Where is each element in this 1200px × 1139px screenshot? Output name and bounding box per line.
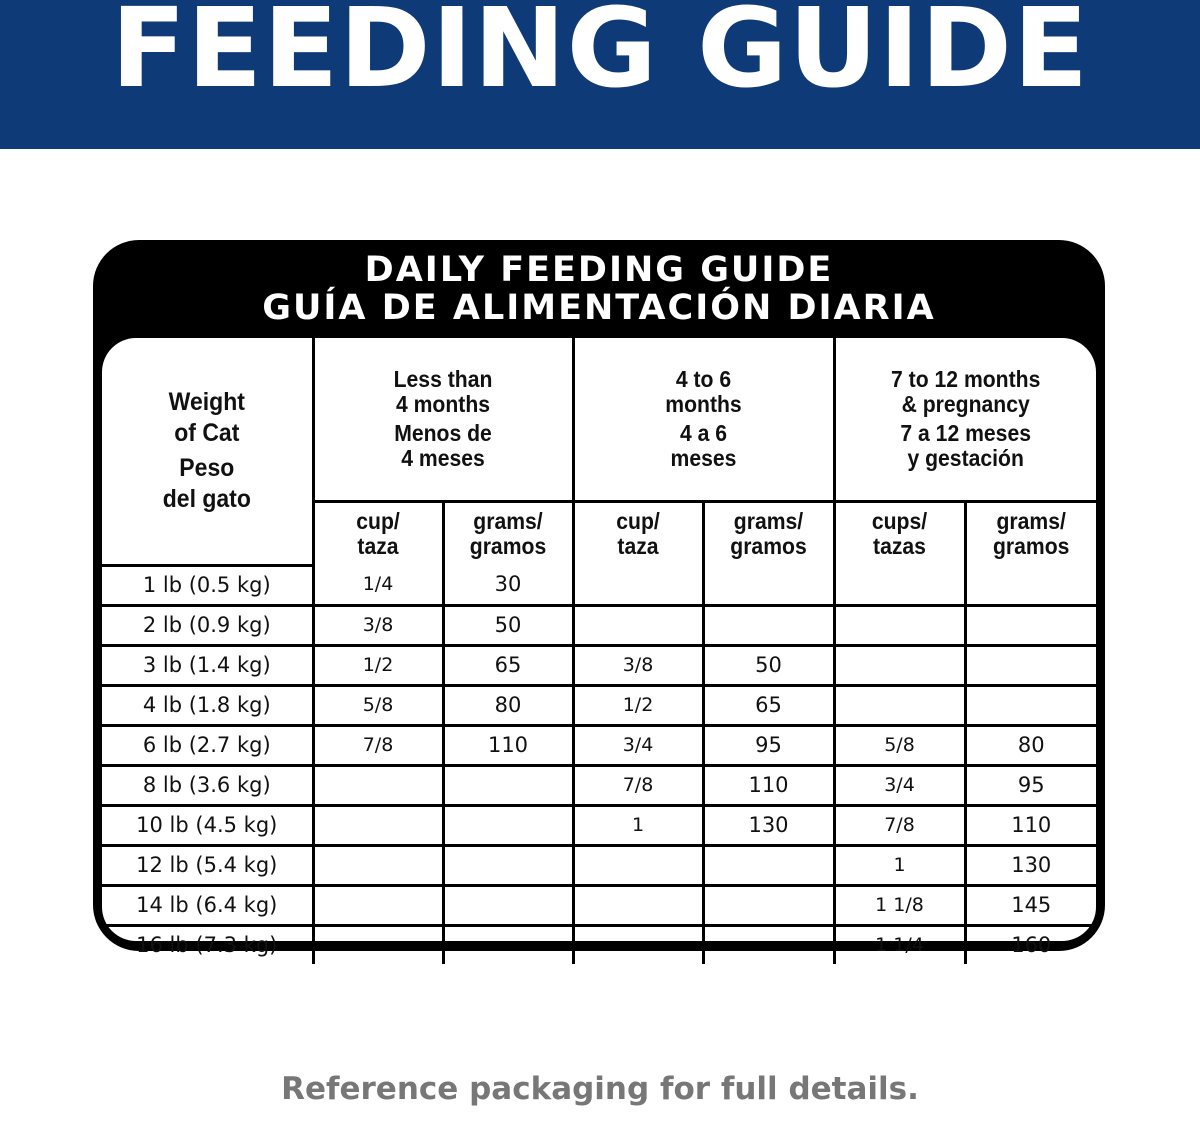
unit-column-header xyxy=(448,501,568,565)
age-group-line: 7 to 12 months xyxy=(891,365,1041,392)
cup-amount-cell: 3/4 xyxy=(573,725,703,765)
card-title-english: DAILY FEEDING GUIDE xyxy=(364,250,834,290)
grams-amount-cell xyxy=(703,565,834,605)
unit-header-line: gramos xyxy=(730,532,807,559)
cup-amount-cell: 1 xyxy=(573,805,703,845)
grams-amount-cell: 50 xyxy=(443,605,573,645)
grams-amount-cell: 30 xyxy=(443,565,573,605)
grams-amount-cell xyxy=(703,925,834,964)
weight-cell: 8 lb (3.6 kg) xyxy=(102,765,313,805)
table-row xyxy=(102,845,1096,885)
table-row xyxy=(102,805,1096,845)
age-group-line: 4 meses xyxy=(401,444,485,471)
cup-amount-cell: 1 1/8 xyxy=(834,885,965,925)
age-group-header xyxy=(844,338,1085,501)
grams-amount-cell xyxy=(443,805,573,845)
weight-cell: 1 lb (0.5 kg) xyxy=(102,565,313,605)
grams-amount-cell: 80 xyxy=(443,685,573,725)
unit-column-header xyxy=(708,501,829,565)
unit-column-header xyxy=(839,501,960,565)
cup-amount-cell xyxy=(313,925,443,964)
grams-amount-cell: 110 xyxy=(703,765,834,805)
cup-amount-cell: 1 1/4 xyxy=(834,925,965,964)
age-group-line: months xyxy=(665,390,742,417)
cup-amount-cell xyxy=(313,765,443,805)
cup-amount-cell: 5/8 xyxy=(834,725,965,765)
cup-amount-cell xyxy=(573,565,703,605)
cup-amount-cell xyxy=(313,885,443,925)
weight-cell: 6 lb (2.7 kg) xyxy=(102,725,313,765)
grams-amount-cell xyxy=(443,925,573,964)
table-row xyxy=(102,685,1096,725)
age-group-line: Menos de xyxy=(394,419,492,446)
unit-header-line: grams/ xyxy=(733,507,804,534)
weight-column-header xyxy=(110,338,304,565)
unit-header-line: cup/ xyxy=(356,507,400,534)
grams-amount-cell: 110 xyxy=(443,725,573,765)
cup-amount-cell: 7/8 xyxy=(313,725,443,765)
grams-amount-cell xyxy=(443,885,573,925)
table-row xyxy=(102,925,1096,964)
cup-amount-cell xyxy=(573,845,703,885)
cup-amount-cell xyxy=(834,605,965,645)
grams-amount-cell: 130 xyxy=(703,805,834,845)
unit-header-line: taza xyxy=(617,532,659,559)
table-row xyxy=(102,645,1096,685)
age-group-line: y gestación xyxy=(907,444,1024,471)
grams-amount-cell xyxy=(703,845,834,885)
grams-amount-cell: 110 xyxy=(965,805,1096,845)
age-group-header xyxy=(583,338,823,501)
grams-amount-cell xyxy=(443,765,573,805)
cup-amount-cell: 3/8 xyxy=(313,605,443,645)
table-row xyxy=(102,605,1096,645)
age-group-line: 4 to 6 xyxy=(675,365,732,392)
age-group-line: 4 a 6 xyxy=(679,419,728,446)
cup-amount-cell xyxy=(573,885,703,925)
cup-amount-cell: 3/8 xyxy=(573,645,703,685)
cup-amount-cell xyxy=(313,805,443,845)
weight-cell: 3 lb (1.4 kg) xyxy=(102,645,313,685)
unit-column-header xyxy=(318,501,438,565)
age-group-line: 4 months xyxy=(395,390,491,417)
grams-amount-cell: 80 xyxy=(965,725,1096,765)
weight-header-line: of Cat xyxy=(174,418,240,447)
banner-title: FEEDING GUIDE xyxy=(110,0,1090,112)
card-title-spanish: GUÍA DE ALIMENTACIÓN DIARIA xyxy=(262,288,936,328)
weight-cell: 14 lb (6.4 kg) xyxy=(102,885,313,925)
unit-header-line: grams/ xyxy=(996,507,1066,534)
banner xyxy=(0,0,1200,149)
cup-amount-cell: 1 xyxy=(834,845,965,885)
grams-amount-cell xyxy=(443,845,573,885)
cup-amount-cell: 7/8 xyxy=(573,765,703,805)
grams-amount-cell: 95 xyxy=(965,765,1096,805)
age-group-line: Less than xyxy=(393,365,493,392)
age-group-header xyxy=(323,338,562,501)
cup-amount-cell xyxy=(573,925,703,964)
unit-header-line: cups/ xyxy=(871,507,928,534)
cup-amount-cell: 7/8 xyxy=(834,805,965,845)
unit-header-line: grams/ xyxy=(473,507,543,534)
grams-amount-cell xyxy=(703,605,834,645)
weight-cell: 10 lb (4.5 kg) xyxy=(102,805,313,845)
weight-header-line: Peso xyxy=(179,453,235,482)
grams-amount-cell: 65 xyxy=(703,685,834,725)
unit-header-line: gramos xyxy=(992,532,1070,559)
grams-amount-cell: 50 xyxy=(703,645,834,685)
age-group-line: 7 a 12 meses xyxy=(900,419,1031,446)
table-row xyxy=(102,765,1096,805)
feeding-table-container xyxy=(102,338,1096,957)
table-row xyxy=(102,565,1096,605)
feeding-table xyxy=(102,338,1096,964)
grams-amount-cell xyxy=(965,685,1096,725)
grams-amount-cell: 130 xyxy=(965,845,1096,885)
feeding-guide-card xyxy=(93,240,1105,957)
cup-amount-cell: 3/4 xyxy=(834,765,965,805)
unit-column-header xyxy=(578,501,698,565)
card-title xyxy=(93,251,1105,327)
weight-cell: 2 lb (0.9 kg) xyxy=(102,605,313,645)
unit-header-line: taza xyxy=(357,532,399,559)
weight-header-line: del gato xyxy=(162,484,251,513)
table-row xyxy=(102,725,1096,765)
cup-amount-cell: 5/8 xyxy=(313,685,443,725)
age-group-line: & pregnancy xyxy=(901,390,1030,417)
grams-amount-cell: 65 xyxy=(443,645,573,685)
grams-amount-cell xyxy=(965,605,1096,645)
footer-note: Reference packaging for full details. xyxy=(281,1071,919,1107)
grams-amount-cell xyxy=(965,645,1096,685)
unit-header-line: gramos xyxy=(469,532,547,559)
grams-amount-cell xyxy=(703,885,834,925)
unit-header-line: cup/ xyxy=(616,507,660,534)
weight-cell: 4 lb (1.8 kg) xyxy=(102,685,313,725)
grams-amount-cell: 145 xyxy=(965,885,1096,925)
weight-cell: 12 lb (5.4 kg) xyxy=(102,845,313,885)
cup-amount-cell xyxy=(834,645,965,685)
cup-amount-cell xyxy=(313,845,443,885)
unit-column-header xyxy=(970,501,1091,565)
cup-amount-cell xyxy=(834,685,965,725)
cup-amount-cell xyxy=(834,565,965,605)
cup-amount-cell: 1/2 xyxy=(573,685,703,725)
age-group-line: meses xyxy=(670,444,737,471)
cup-amount-cell xyxy=(573,605,703,645)
grams-amount-cell: 160 xyxy=(965,925,1096,964)
weight-cell: 16 lb (7.3 kg) xyxy=(102,925,313,964)
cup-amount-cell: 1/4 xyxy=(313,565,443,605)
grams-amount-cell xyxy=(965,565,1096,605)
grams-amount-cell: 95 xyxy=(703,725,834,765)
cup-amount-cell: 1/2 xyxy=(313,645,443,685)
weight-header-line: Weight xyxy=(168,387,245,416)
unit-header-line: tazas xyxy=(873,532,926,559)
table-row xyxy=(102,885,1096,925)
